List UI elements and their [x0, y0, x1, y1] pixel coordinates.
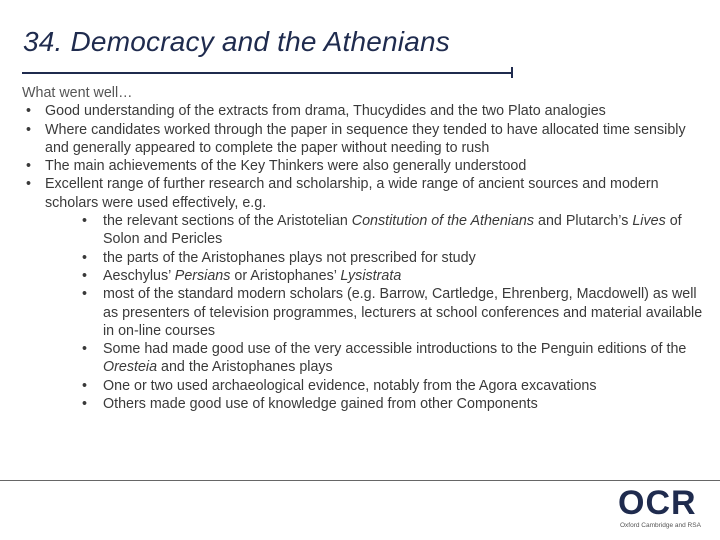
ocr-logo [616, 486, 702, 532]
bullet-item: • The main achievements of the Key Thinkers were also generally understood [22, 157, 712, 175]
page-title: 34. Democracy and the Athenians [23, 26, 450, 57]
intro-text: What went well… [22, 85, 133, 101]
logo-text: OCR [618, 484, 697, 522]
sub-bullet-item: • Some had made good use of the very accessible introductions to the Penguin editions of the Oresteia and the Aristophanes plays [45, 340, 712, 377]
title-underline-tick [511, 67, 513, 78]
sub-bullet-item: • Others made good use of knowledge gained from other Components [45, 395, 712, 413]
slide-content [22, 84, 712, 413]
bullet-item [22, 175, 712, 413]
bullet-text: Excellent range of further research and scholarship, a wide range of ancient sources and modern scholars were used effectively, e.g. [45, 176, 659, 211]
sub-bullet-item: • the parts of the Aristophanes plays not prescribed for study [45, 249, 712, 267]
sub-bullet-item: • most of the standard modern scholars (e.g. Barrow, Cartledge, Ehrenberg, Macdowell) as well as presenters of television programmes, lecturers at school conferences and material available in on-line courses [45, 285, 712, 340]
sub-bullet-item: • Aeschylus’ Persians or Aristophanes’ Lysistrata [45, 267, 712, 285]
bullet-item: • Where candidates worked through the paper in sequence they tended to have allocated time sensibly and generally appeared to complete the paper without needing to rush [22, 121, 712, 158]
logo-subtitle: Oxford Cambridge and RSA [620, 522, 701, 529]
title-underline [22, 72, 512, 74]
sub-bullet-item: • One or two used archaeological evidence, notably from the Agora excavations [45, 377, 712, 395]
bullet-list [22, 102, 712, 413]
sub-bullet-list [45, 212, 712, 413]
sub-bullet-item: • the relevant sections of the Aristotelian Constitution of the Athenians and Plutarch’s Lives of Solon and Pericles [45, 212, 712, 249]
footer-divider [0, 480, 720, 481]
bullet-item: • Good understanding of the extracts from drama, Thucydides and the two Plato analogies [22, 102, 712, 120]
